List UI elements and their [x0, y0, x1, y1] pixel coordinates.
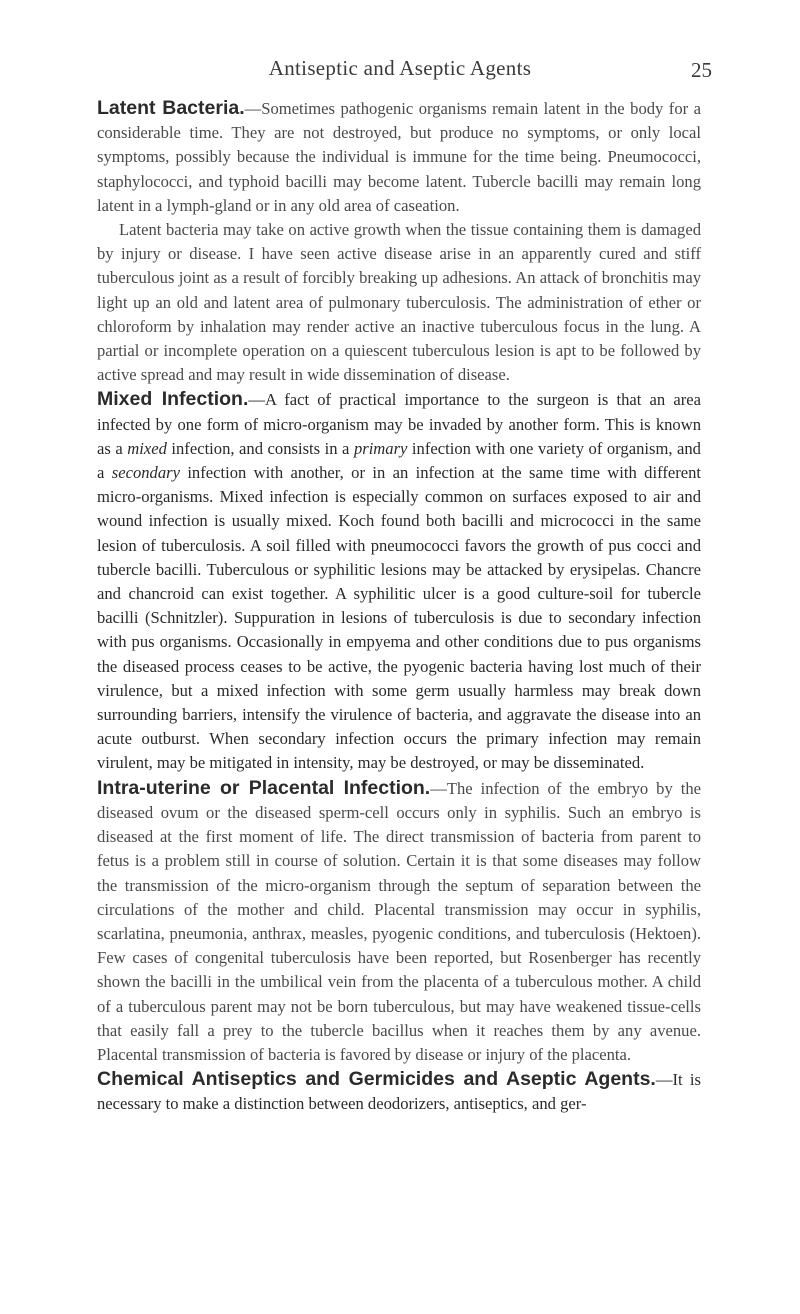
mixed-infection-text-a: —A fact of practical importance to the surgeon is that an area infected by one form of micro-organism may be invaded by another form. This is known as a — [97, 390, 701, 458]
latent-bacteria-paragraph-2: Latent bacteria may take on active growth when the tissue containing them is damaged by injury or disease. I have seen active disease arise in an apparently cured and stiff tuberculous joint as a result of forcibly breaking up adhesions. An attack of bronchitis may light up an old and latent area of pulmonary tuberculosis. The administration of ether or chloroform by inhalation may render active an inactive tuberculous focus in the lung. A partial or incomplete operation on a quiescent tuberculous lesion is apt to be followed by active spread and may result in wide dissemination of disease. — [97, 220, 701, 385]
intrauterine-infection-paragraph — [97, 776, 701, 1067]
intrauterine-infection-heading: Intra-uterine or Placental Infection. — [97, 776, 431, 799]
mixed-infection-heading: Mixed Infection. — [97, 388, 249, 411]
latent-bacteria-heading: Latent Bacteria. — [97, 97, 245, 119]
intrauterine-infection-text: —The infection of the embryo by the diseased ovum or the diseased sperm-cell occurs only in syphilis. Such an embryo is diseased at the first moment of life. The direct transmission of bacteria from parent to fetus is a problem still in course of solution. Certain it is that some diseases may follow the transmission of the micro-organism through the septum of separation between the circulations of the mother and child. Placental transmission may occur in syphilis, scarlatina, pneumonia, anthrax, measles, pyogenic conditions, and tuberculosis (Hektoen). Few cases of congenital tuberculosis have been reported, but Rosenberger has recently shown the bacilli in the umbilical vein from the placenta of a tuberculous mother. A child of a tuberculous parent may not be born tuberculous, but may have weakened tissue-cells that easily fall a prey to the tubercle bacillus when it reaches them by any avenue. Placental transmission of bacteria is favored by disease or injury of the placenta. — [97, 778, 701, 1064]
latent-bacteria-text: —Sometimes pathogenic organisms remain latent in the body for a considerable time. They are not destroyed, but produce no symptoms, or only local symptoms, possibly because the individual is immune for the time being. Pneumococci, staphylococci, and typhoid bacilli may become latent. Tubercle bacilli may remain long latent in a lymph-gland or in any old area of caseation. — [97, 99, 701, 215]
page-number: 25 — [691, 58, 712, 82]
body-text — [97, 96, 701, 1117]
mixed-emphasis: mixed — [127, 438, 167, 458]
mixed-infection-text-c: infection with one variety of organism, and a — [97, 438, 701, 483]
chemical-antiseptics-heading: Chemical Antiseptics and Germicides and Aseptic Agents. — [97, 1068, 656, 1091]
chemical-antiseptics-paragraph — [97, 1067, 701, 1116]
running-title: Antiseptic and Aseptic Agents — [268, 56, 532, 80]
mixed-infection-text-d: infection with another, or in an infection at the same time with different micro-organisms. Mixed infection is especially common on surfaces exposed to air and wound infection is usually mixed. Koch found both bacilli and micrococci in the same lesion of tuberculosis. A soil filled with pneumococci favors the growth of pus cocci and tubercle bacilli. Tuberculous or syphilitic lesions may be attacked by erysipelas. Chancre and chancroid can exist together. A syphilitic ulcer is a good culture-soil for tubercle bacilli (Schnitzler). Suppuration in lesions of tuberculosis is due to secondary infection with pus organisms. Occasionally in empyema and other conditions due to pus organisms the diseased process ceases to be active, the pyogenic bacteria having lost much of their virulence, but a mixed infection with some germ usually harmless may break down surrounding barriers, intensify the virulence of bacteria, and aggravate the disease into an acute outburst. When secondary infection occurs the primary infection may remain virulent, may be mitigated in intensity, may be destroyed, or may be disseminated. — [97, 463, 702, 773]
chemical-antiseptics-text: —It is necessary to make a distinction between deodorizers, antiseptics, and ger- — [97, 1070, 701, 1114]
mixed-infection-paragraph — [97, 387, 701, 775]
primary-emphasis: primary — [353, 438, 408, 458]
latent-bacteria-paragraph — [97, 96, 701, 218]
running-head — [0, 56, 800, 86]
mixed-infection-text-b: infection, and consists in a — [166, 438, 354, 458]
secondary-emphasis: secondary — [111, 463, 180, 483]
